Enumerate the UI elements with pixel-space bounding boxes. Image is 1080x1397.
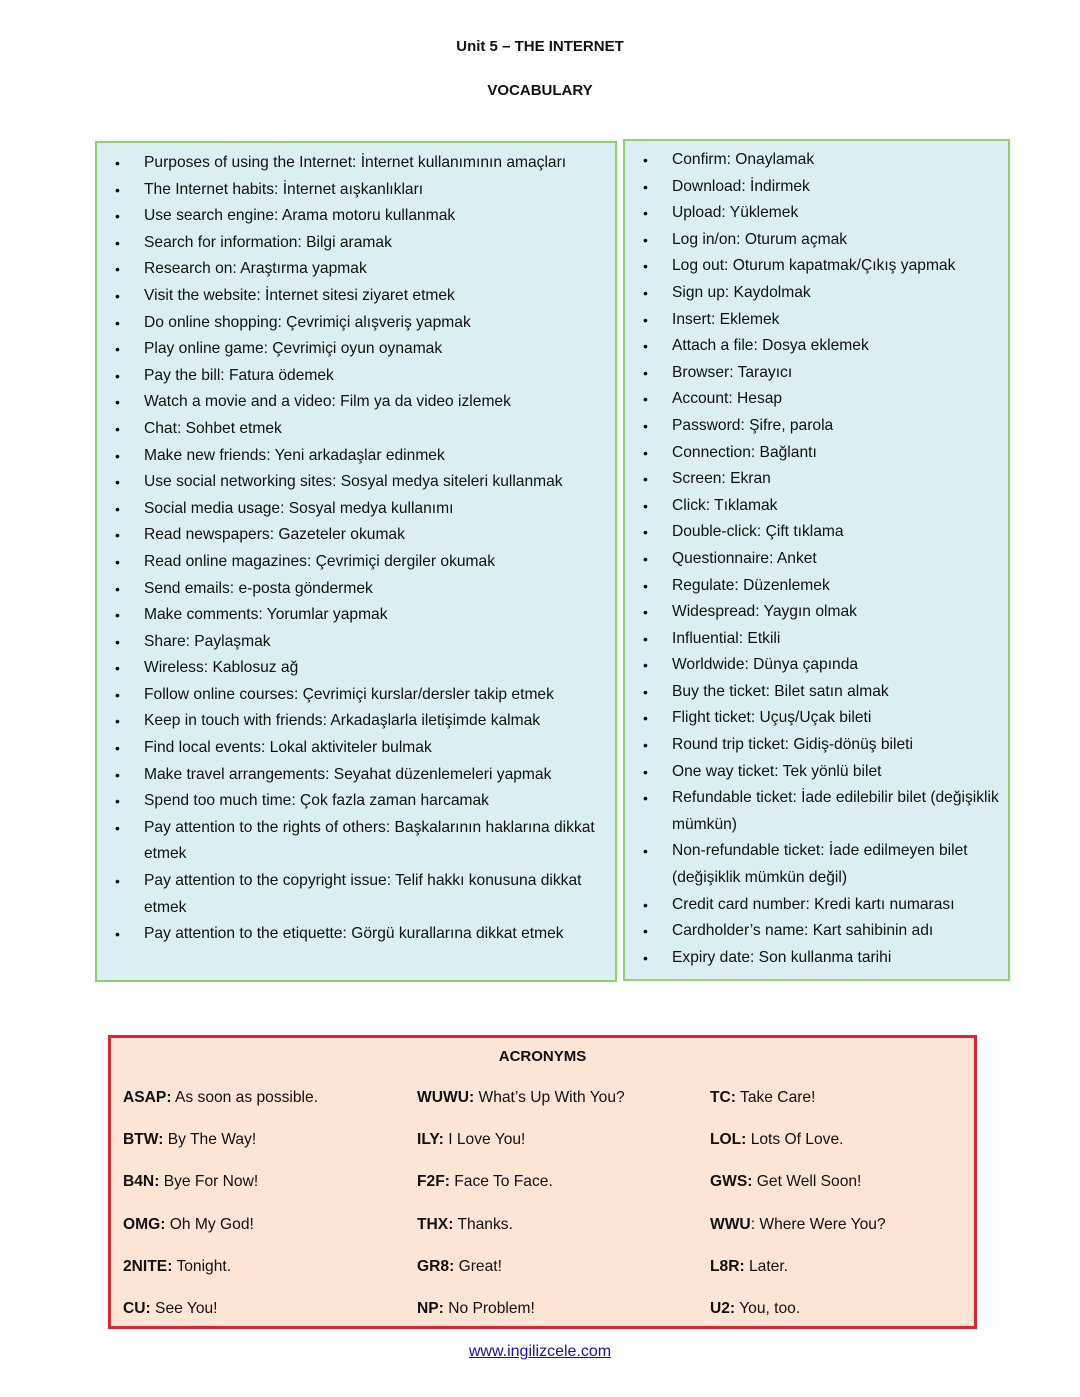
vocab-text: Expiry date: Son kullanma tarihi — [672, 948, 892, 966]
acronym-meaning: : Where Were You? — [750, 1215, 886, 1233]
acronym-meaning: Face To Face. — [449, 1173, 553, 1191]
vocab-text: Visit the website: İnternet sitesi ziyaret etmek — [144, 286, 455, 304]
vocab-text: Read newspapers: Gazeteler okumak — [144, 526, 405, 544]
vocab-item — [97, 549, 615, 576]
bullet-icon: • — [643, 843, 648, 860]
bullet-icon: • — [115, 500, 120, 517]
bullet-icon: • — [115, 766, 120, 783]
bullet-icon: • — [643, 178, 648, 195]
acronym-abbr: L8R: — [710, 1257, 745, 1275]
vocab-text: Pay the bill: Fatura ödemek — [144, 366, 334, 384]
acronym-abbr: BTW: — [123, 1131, 164, 1149]
vocab-text: Share: Paylaşmak — [144, 632, 271, 650]
bullet-icon: • — [115, 580, 120, 597]
vocab-item — [625, 785, 1008, 838]
vocabulary-box-right — [623, 139, 1010, 981]
vocab-item — [97, 283, 615, 310]
vocab-text: Upload: Yüklemek — [672, 204, 799, 222]
bullet-icon: • — [115, 633, 120, 650]
vocab-text: Browser: Tarayıcı — [672, 363, 793, 381]
vocab-text: Click: Tıklamak — [672, 496, 778, 514]
bullet-icon: • — [643, 630, 648, 647]
acronym-item — [710, 1258, 963, 1300]
vocab-item — [625, 200, 1008, 227]
vocab-item — [97, 735, 615, 762]
bullet-icon: • — [643, 683, 648, 700]
vocab-text: Flight ticket: Uçuş/Uçak bileti — [672, 709, 872, 727]
vocab-item — [625, 573, 1008, 600]
acronym-abbr: WWU — [710, 1215, 751, 1233]
vocab-text: Keep in touch with friends: Arkadaşlarla iletişimde kalmak — [144, 712, 541, 730]
bullet-icon: • — [643, 231, 648, 248]
bullet-icon: • — [115, 873, 120, 890]
acronym-meaning: Later. — [744, 1257, 789, 1275]
vocab-item — [97, 762, 615, 789]
bullet-icon: • — [115, 660, 120, 677]
vocab-text: Make travel arrangements: Seyahat düzenlemeleri yapmak — [144, 765, 552, 783]
vocab-text: Make comments: Yorumlar yapmak — [144, 606, 388, 624]
vocab-item — [625, 759, 1008, 786]
bullet-icon: • — [643, 896, 648, 913]
acronym-item — [123, 1216, 417, 1258]
bullet-icon: • — [643, 657, 648, 674]
bullet-icon: • — [643, 471, 648, 488]
vocabulary-list-left — [97, 143, 615, 948]
vocab-item — [625, 546, 1008, 573]
vocab-item — [97, 868, 615, 921]
acronym-item — [417, 1131, 710, 1173]
bullet-icon: • — [643, 550, 648, 567]
acronym-item — [710, 1300, 963, 1342]
vocab-item — [97, 150, 615, 177]
bullet-icon: • — [643, 152, 648, 168]
vocab-text: Do online shopping: Çevrimiçi alışveriş yapmak — [144, 313, 471, 331]
vocab-item — [625, 626, 1008, 653]
acronym-meaning: See You! — [150, 1299, 218, 1317]
bullet-icon: • — [115, 553, 120, 570]
acronym-item — [417, 1173, 710, 1215]
vocab-text: Social media usage: Sosyal medya kullanımı — [144, 499, 454, 517]
acronym-item — [417, 1258, 710, 1300]
acronym-item — [710, 1173, 963, 1215]
vocab-text: Worldwide: Dünya çapında — [672, 656, 859, 674]
vocab-text: Regulate: Düzenlemek — [672, 576, 830, 594]
acronym-meaning: Take Care! — [735, 1089, 816, 1106]
vocab-item — [625, 147, 1008, 174]
vocab-text: Log out: Oturum kapatmak/Çıkış yapmak — [672, 257, 956, 275]
bullet-icon: • — [643, 524, 648, 541]
bullet-icon: • — [115, 181, 120, 198]
vocab-text: Read online magazines: Çevrimiçi dergiler okumak — [144, 552, 496, 570]
vocab-item — [97, 469, 615, 496]
bullet-icon: • — [115, 793, 120, 810]
vocab-item — [97, 815, 615, 868]
acronym-abbr: GWS: — [710, 1173, 753, 1191]
vocab-text: Search for information: Bilgi aramak — [144, 233, 392, 251]
acronym-abbr: ILY: — [417, 1131, 444, 1149]
vocab-text: Questionnaire: Anket — [672, 549, 817, 567]
acronym-item — [123, 1258, 417, 1300]
bullet-icon: • — [115, 740, 120, 757]
acronym-abbr: F2F: — [417, 1173, 450, 1191]
vocab-text: Credit card number: Kredi kartı numarası — [672, 895, 955, 913]
vocab-item — [625, 918, 1008, 945]
acronym-meaning: By The Way! — [163, 1131, 257, 1149]
vocab-item — [97, 256, 615, 283]
vocab-item — [97, 443, 615, 470]
vocab-text: Wireless: Kablosuz ağ — [144, 659, 299, 677]
acronym-meaning: Tonight. — [172, 1257, 232, 1275]
bullet-icon: • — [115, 261, 120, 278]
vocab-text: Use social networking sites: Sosyal medya siteleri kullanmak — [144, 473, 563, 491]
acronyms-box — [108, 1035, 977, 1329]
vocab-item — [97, 708, 615, 735]
vocab-item — [625, 307, 1008, 334]
vocabulary-list-right — [625, 141, 1008, 971]
acronym-meaning: I Love You! — [443, 1131, 526, 1149]
vocab-text: Refundable ticket: İade edilebilir bilet (değişiklik mümkün) — [672, 789, 999, 833]
vocab-item — [97, 602, 615, 629]
vocab-text: Purposes of using the Internet: İnternet kullanımının amaçları — [144, 154, 567, 171]
vocab-text: Connection: Bağlantı — [672, 443, 817, 461]
vocabulary-title: VOCABULARY — [487, 82, 593, 99]
vocab-text: Make new friends: Yeni arkadaşlar edinmek — [144, 446, 445, 464]
vocab-text: Buy the ticket: Bilet satın almak — [672, 682, 889, 700]
acronym-meaning: You, too. — [735, 1299, 801, 1317]
acronym-item — [710, 1131, 963, 1173]
acronym-abbr: CU: — [123, 1299, 151, 1317]
vocab-text: Find local events: Lokal aktiviteler bulmak — [144, 739, 432, 757]
vocab-item — [625, 466, 1008, 493]
acronym-meaning: What’s Up With You? — [474, 1089, 625, 1106]
bullet-icon: • — [643, 923, 648, 940]
vocab-text: Round trip ticket: Gidiş-dönüş bileti — [672, 736, 913, 754]
acronym-item — [123, 1131, 417, 1173]
bullet-icon: • — [643, 205, 648, 222]
bullet-icon: • — [115, 155, 120, 171]
acronym-abbr: GR8: — [417, 1257, 455, 1275]
bullet-icon: • — [643, 497, 648, 514]
vocab-text: Double-click: Çift tıklama — [672, 523, 844, 541]
vocab-item — [97, 921, 615, 948]
acronym-item — [123, 1173, 417, 1215]
acronym-abbr: THX: — [417, 1215, 454, 1233]
bullet-icon: • — [643, 949, 648, 966]
vocab-item — [625, 705, 1008, 732]
acronym-meaning: Thanks. — [453, 1215, 513, 1233]
vocab-text: Widespread: Yaygın olmak — [672, 603, 857, 621]
bullet-icon: • — [115, 367, 120, 384]
vocab-text: Watch a movie and a video: Film ya da video izlemek — [144, 393, 511, 411]
vocab-item — [97, 629, 615, 656]
vocab-item — [625, 945, 1008, 972]
bullet-icon: • — [643, 737, 648, 754]
acronym-item — [417, 1089, 710, 1131]
bullet-icon: • — [643, 364, 648, 381]
vocab-text: Spend too much time: Çok fazla zaman harcamak — [144, 792, 489, 810]
acronym-item — [123, 1089, 417, 1131]
vocab-item — [625, 413, 1008, 440]
bullet-icon: • — [643, 417, 648, 434]
acronym-item — [417, 1216, 710, 1258]
bullet-icon: • — [115, 208, 120, 225]
acronym-abbr: 2NITE: — [123, 1257, 173, 1275]
acronym-meaning: No Problem! — [443, 1299, 535, 1317]
acronym-abbr: U2: — [710, 1299, 736, 1317]
acronym-abbr: LOL: — [710, 1131, 747, 1149]
acronym-meaning: Lots Of Love. — [746, 1131, 844, 1149]
acronym-meaning: Get Well Soon! — [752, 1173, 862, 1191]
vocab-text: Influential: Etkili — [672, 629, 781, 647]
acronyms-title: ACRONYMS — [498, 1048, 587, 1065]
vocab-item — [97, 416, 615, 443]
vocab-text: Log in/on: Oturum açmak — [672, 230, 848, 248]
bullet-icon: • — [115, 819, 120, 836]
bullet-icon: • — [115, 607, 120, 624]
acronym-meaning: Bye For Now! — [159, 1173, 259, 1191]
acronym-abbr: NP: — [417, 1299, 444, 1317]
vocab-text: Pay attention to the rights of others: Başkalarının haklarına dikkat etmek — [144, 818, 595, 863]
vocab-text: Chat: Sohbet etmek — [144, 419, 282, 437]
vocab-text: Send emails: e-posta göndermek — [144, 579, 373, 597]
bullet-icon: • — [643, 763, 648, 780]
bullet-icon: • — [115, 686, 120, 703]
vocab-item — [625, 440, 1008, 467]
bullet-icon: • — [115, 447, 120, 464]
vocab-item — [97, 203, 615, 230]
vocab-text: Account: Hesap — [672, 390, 783, 408]
bullet-icon: • — [115, 234, 120, 251]
vocab-item — [97, 522, 615, 549]
vocab-item — [97, 655, 615, 682]
acronyms-grid — [123, 1089, 963, 1342]
vocab-item — [625, 679, 1008, 706]
vocab-text: Follow online courses: Çevrimiçi kurslar/dersler takip etmek — [144, 685, 554, 703]
vocab-item — [97, 576, 615, 603]
bullet-icon: • — [643, 710, 648, 727]
vocab-item — [97, 363, 615, 390]
vocab-text: Attach a file: Dosya eklemek — [672, 337, 869, 355]
vocab-text: Pay attention to the copyright issue: Telif hakkı konusuna dikkat etmek — [144, 872, 582, 916]
vocab-item — [625, 493, 1008, 520]
vocab-item — [97, 336, 615, 363]
acronym-item — [123, 1300, 417, 1342]
bullet-icon: • — [115, 527, 120, 544]
acronym-item — [710, 1216, 963, 1258]
acronym-abbr: B4N: — [123, 1173, 160, 1191]
bullet-icon: • — [643, 284, 648, 301]
bullet-icon: • — [643, 577, 648, 594]
vocab-item — [625, 599, 1008, 626]
vocab-item — [625, 227, 1008, 254]
vocab-text: Password: Şifre, parola — [672, 416, 834, 434]
acronym-meaning: Oh My God! — [165, 1215, 254, 1233]
acronym-item — [417, 1300, 710, 1342]
vocab-item — [625, 333, 1008, 360]
acronym-item — [710, 1089, 963, 1131]
bullet-icon: • — [115, 287, 120, 304]
vocab-item — [625, 386, 1008, 413]
bullet-icon: • — [643, 391, 648, 408]
vocab-item — [625, 253, 1008, 280]
vocab-text: Screen: Ekran — [672, 470, 771, 488]
acronym-abbr: OMG: — [123, 1215, 166, 1233]
vocab-item — [625, 892, 1008, 919]
bullet-icon: • — [115, 474, 120, 491]
vocab-text: Non-refundable ticket: İade edilmeyen bilet (değişiklik mümkün değil) — [672, 842, 968, 887]
acronym-abbr: ASAP: — [123, 1089, 172, 1106]
bullet-icon: • — [115, 926, 120, 943]
vocab-text: Pay attention to the etiquette: Görgü kurallarına dikkat etmek — [144, 925, 564, 943]
bullet-icon: • — [115, 341, 120, 358]
vocab-item — [625, 732, 1008, 759]
vocab-item — [625, 519, 1008, 546]
vocab-item — [97, 682, 615, 709]
bullet-icon: • — [643, 258, 648, 275]
acronym-abbr: TC: — [710, 1089, 736, 1106]
vocab-text: Cardholder’s name: Kart sahibinin adı — [672, 922, 934, 940]
bullet-icon: • — [643, 444, 648, 461]
bullet-icon: • — [643, 338, 648, 355]
vocab-item — [97, 310, 615, 337]
unit-title: Unit 5 – THE INTERNET — [456, 38, 624, 55]
acronym-meaning: As soon as possible. — [171, 1089, 319, 1106]
bullet-icon: • — [643, 790, 648, 807]
website-link[interactable]: www.ingilizcele.com — [468, 1343, 612, 1360]
vocab-item — [625, 280, 1008, 307]
bullet-icon: • — [115, 713, 120, 730]
vocab-item — [625, 360, 1008, 387]
vocab-text: Insert: Eklemek — [672, 310, 780, 328]
vocab-text: One way ticket: Tek yönlü bilet — [672, 762, 882, 780]
bullet-icon: • — [643, 604, 648, 621]
acronym-meaning: Great! — [454, 1257, 502, 1275]
vocab-item — [97, 389, 615, 416]
vocab-item — [625, 838, 1008, 891]
vocab-text: Research on: Araştırma yapmak — [144, 260, 367, 278]
vocab-text: Download: İndirmek — [672, 177, 810, 195]
bullet-icon: • — [115, 394, 120, 411]
vocab-text: Sign up: Kaydolmak — [672, 283, 811, 301]
bullet-icon: • — [115, 420, 120, 437]
vocab-text: Confirm: Onaylamak — [672, 151, 815, 168]
vocab-text: Use search engine: Arama motoru kullanmak — [144, 207, 456, 225]
vocab-text: Play online game: Çevrimiçi oyun oynamak — [144, 340, 443, 358]
bullet-icon: • — [643, 311, 648, 328]
vocabulary-box-left — [95, 141, 617, 982]
vocab-item — [97, 230, 615, 257]
acronym-abbr: WUWU: — [417, 1089, 475, 1106]
vocab-item — [97, 177, 615, 204]
vocab-item — [625, 174, 1008, 201]
bullet-icon: • — [115, 314, 120, 331]
vocab-item — [625, 652, 1008, 679]
vocab-text: The Internet habits: İnternet aışkanlıkları — [144, 180, 424, 198]
vocab-item — [97, 788, 615, 815]
vocab-item — [97, 496, 615, 523]
